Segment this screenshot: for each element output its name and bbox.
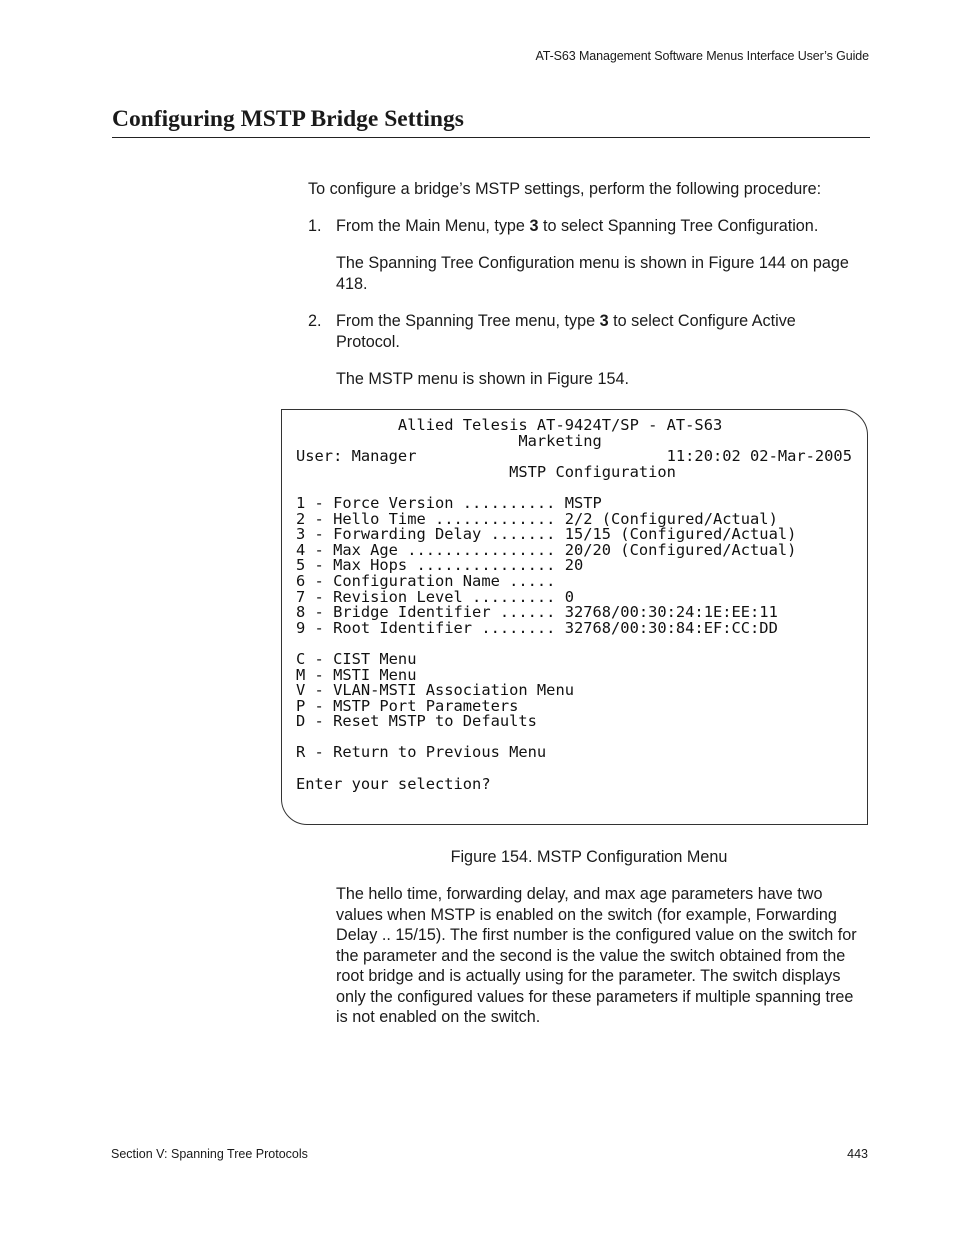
terminal-line: 5 - Max Hops ............... 20 xyxy=(296,556,584,575)
step-1-text-before: From the Main Menu, type xyxy=(336,217,530,235)
terminal-line: 4 - Max Age ................ 20/20 (Configured/Actual) xyxy=(296,540,797,559)
step-1-key: 3 xyxy=(529,217,539,235)
terminal-line: M - MSTI Menu xyxy=(296,665,417,684)
running-header: AT-S63 Management Software Menus Interface User’s Guide xyxy=(535,49,869,63)
step-2-note: The MSTP menu is shown in Figure 154. xyxy=(336,370,630,388)
figure-caption: Figure 154. MSTP Configuration Menu xyxy=(450,848,728,866)
step-2-text xyxy=(336,311,846,352)
terminal-line: P - MSTP Port Parameters xyxy=(296,696,519,715)
footer-page-number: 443 xyxy=(847,1147,868,1161)
terminal-line: C - CIST Menu xyxy=(296,649,417,668)
terminal-text xyxy=(296,418,852,792)
step-1-note: The Spanning Tree Configuration menu is shown in Figure 144 on page 418. xyxy=(336,254,849,293)
terminal-line: 2 - Hello Time ............. 2/2 (Configured/Actual) xyxy=(296,509,778,528)
terminal-line: MSTP Configuration xyxy=(296,462,676,481)
terminal-line: 3 - Forwarding Delay ....... 15/15 (Configured/Actual) xyxy=(296,525,797,544)
section-title: Configuring MSTP Bridge Settings xyxy=(112,106,870,138)
terminal-line: 7 - Revision Level ......... 0 xyxy=(296,587,574,606)
terminal-line: Marketing xyxy=(296,431,602,450)
step-2-text-before: From the Spanning Tree menu, type xyxy=(336,312,600,330)
step-2-number: 2. xyxy=(308,312,322,330)
step-1-text xyxy=(336,216,868,237)
terminal-line: 9 - Root Identifier ........ 32768/00:30:84:EF:CC:DD xyxy=(296,618,778,637)
explanation-paragraph: The hello time, forwarding delay, and max age parameters have two values when MSTP is enabled on the switch (for example, Forwarding Delay .. 15/15). The first number is the configured value on the switch for the parameter and the second is the value the switch obtained from the root bridge and is actually using for the parameter. The switch displays only the configured values for these parameters if multiple spanning tree is not enabled on the switch. xyxy=(336,885,857,1026)
step-2-key: 3 xyxy=(599,312,609,330)
terminal-line: D - Reset MSTP to Defaults xyxy=(296,712,537,731)
step-2-text-after: to select Configure Active Protocol. xyxy=(336,312,796,351)
terminal-line: Allied Telesis AT-9424T/SP - AT-S63 xyxy=(296,416,723,434)
terminal-line: Enter your selection? xyxy=(296,774,491,793)
terminal-line: User: Manager 11:20:02 02-Mar-2005 xyxy=(296,447,852,466)
terminal-line: 6 - Configuration Name ..... xyxy=(296,571,556,590)
terminal-line: 8 - Bridge Identifier ...... 32768/00:30:24:1E:EE:11 xyxy=(296,603,778,622)
step-1-text-after: to select Spanning Tree Configuration. xyxy=(538,217,819,235)
step-1-number: 1. xyxy=(308,217,322,235)
terminal-line: R - Return to Previous Menu xyxy=(296,743,547,762)
footer-section: Section V: Spanning Tree Protocols xyxy=(111,1147,308,1161)
terminal-line: V - VLAN-MSTI Association Menu xyxy=(296,681,574,700)
terminal-line: 1 - Force Version .......... MSTP xyxy=(296,493,602,512)
intro-paragraph: To configure a bridge’s MSTP settings, perform the following procedure: xyxy=(308,180,822,198)
